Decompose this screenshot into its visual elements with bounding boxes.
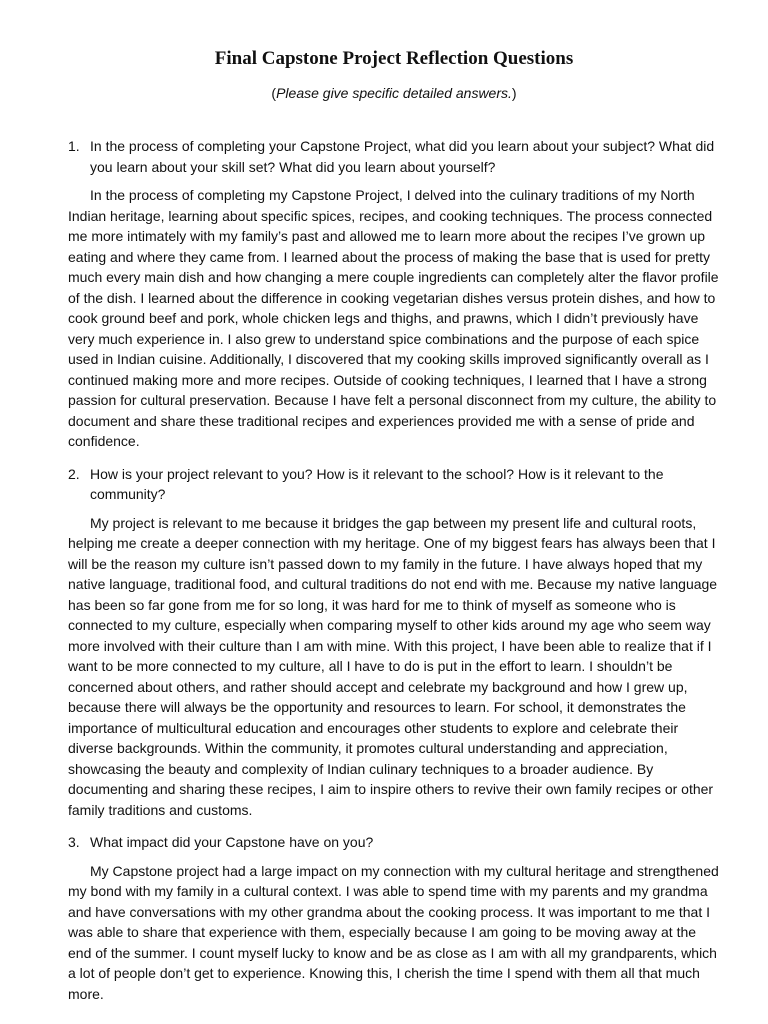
subtitle-open-paren: ( xyxy=(271,85,277,101)
document-title: Final Capstone Project Reflection Questions xyxy=(214,48,574,69)
question-text: What impact did your Capstone have on you? xyxy=(90,834,374,850)
answer-2: My project is relevant to me because it bridges the gap between my present life and cultural roots, helping me create a deeper connection with my heritage. One of my biggest fears has always been that I will be the reason my culture isn’t passed down to my family in the future. I have always hoped that my native language, traditional food, and cultural traditions do not end with me. Because my native language has been so far gone from me for so long, it was hard for me to think of myself as someone who is connected to my culture, especially when comparing myself to other kids around my age who seem way more involved with their culture than I am with mine. With this project, I have been able to realize that if I want to be more connected to my culture, all I have to do is put in the effort to learn. I shouldn’t be concerned about others, and rather should accept and celebrate my background and how I grew up, because there will always be the opportunity and resources to learn. For school, it demonstrates the importance of multicultural education and encourages other students to explore and celebrate their diverse backgrounds. Within the community, it promotes cultural understanding and appreciation, showcasing the beauty and complexity of Indian culinary techniques to a broader audience. By documenting and sharing these recipes, I aim to inspire others to revive their own family recipes or other family traditions and customs. xyxy=(68,514,718,818)
question-2 xyxy=(68,464,720,505)
document-subtitle xyxy=(68,83,720,103)
question-list xyxy=(68,136,720,1004)
subtitle-close-paren: ) xyxy=(511,85,517,101)
question-1 xyxy=(68,136,720,177)
question-item-3 xyxy=(68,832,720,1004)
answer-3: My Capstone project had a large impact on my connection with my cultural heritage and strengthened my bond with my family in a cultural context. I was able to spend time with my parents and my grandma and have conversations with my other grandma about the cooking process. It was important to me that I was able to share that experience with them, especially because I am going to be moving away at the end of the summer. I count myself lucky to know and be as close as I am with all my grandparents, which a lot of people don’t get to experience. Knowing this, I cherish the time I spend with them all that much more. xyxy=(68,862,719,1002)
subtitle-instruction: Please give specific detailed answers. xyxy=(276,85,512,101)
answer-1: In the process of completing my Capstone Project, I delved into the culinary traditions of my North Indian heritage, learning about specific spices, recipes, and cooking techniques. The process connected me more intimately with my family’s past and allowed me to learn more about the recipes I’ve grown up eating and where they came from. I learned about the process of making the base that is used for pretty much every main dish and how changing a mere couple ingredients can completely alter the flavor profile of the dish. I learned about the difference in cooking vegetarian dishes versus protein dishes, and how to cook ground beef and pork, whole chicken legs and thighs, and prawns, which I didn’t previously have very much experience in. I also grew to understand spice combinations and the purpose of each spice used in Indian cuisine. Additionally, I discovered that my cooking skills improved significantly overall as I continued making more and more recipes. Outside of cooking techniques, I learned that I have a strong passion for cultural preservation. Because I have felt a personal disconnect from my culture, the ability to document and share these traditional recipes and experiences provided me with a sense of pride and confidence. xyxy=(68,187,719,449)
question-item-2 xyxy=(68,464,720,821)
question-number: 3. xyxy=(68,834,80,850)
question-item-1 xyxy=(68,136,720,452)
question-number: 1. xyxy=(68,138,80,154)
question-3 xyxy=(68,832,720,853)
question-text: In the process of completing your Capstone Project, what did you learn about your subject? What did you learn about your skill set? What did you learn about yourself? xyxy=(90,138,715,175)
question-text: How is your project relevant to you? How is it relevant to the school? How is it relevant to the community? xyxy=(90,465,664,502)
question-number: 2. xyxy=(68,465,80,482)
